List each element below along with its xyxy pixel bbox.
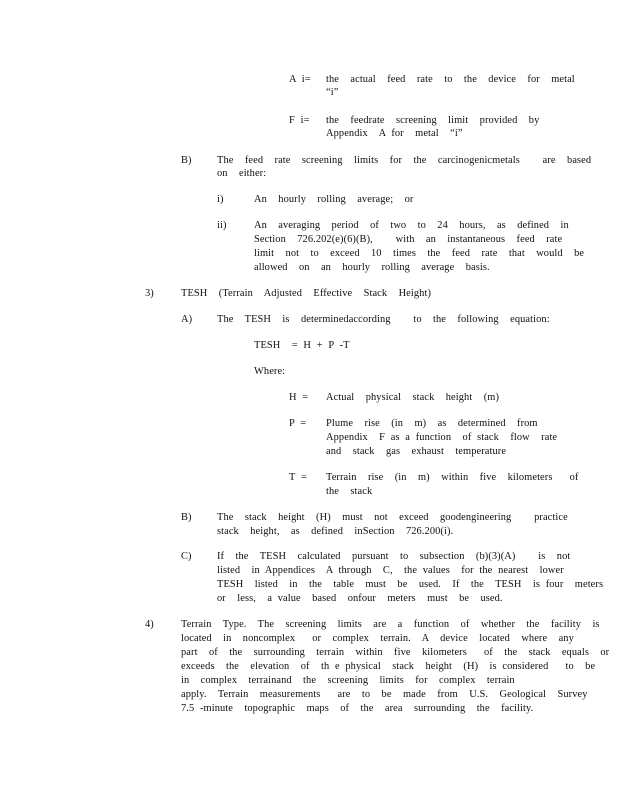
def-text-a-line1: the actual feed rate to the device for metal	[326, 74, 575, 85]
def-term-p: P =	[289, 418, 307, 429]
def-term-f: F i=	[289, 115, 310, 126]
sub-i-label: i)	[217, 194, 224, 205]
where-label: Where:	[254, 366, 286, 377]
sub-i-line1: An hourly rolling average; or	[254, 194, 414, 205]
def-term-t: T =	[289, 472, 307, 483]
def-text-f-line2: Appendix A for metal “i”	[326, 128, 463, 139]
def-text-h-line1: Actual physical stack height (m)	[326, 392, 500, 403]
item-4-line7: 7.5 -minute topographic maps of the area surrounding the facility.	[181, 703, 534, 714]
def-text-f-line1: the feedrate screening limit provided by	[326, 115, 540, 126]
item-3b-line1: The stack height (H) must not exceed goodengineering practice	[217, 512, 568, 523]
sub-ii-line4: allowed on an hourly rolling average basis.	[254, 262, 490, 273]
item-3c-line2: listed in Appendices A through C, the values for the nearest lower	[217, 565, 564, 576]
item-4-line4: exceeds the elevation of th e physical stack height (H) is considered to be	[181, 661, 596, 672]
def-term-a: A i=	[289, 74, 311, 85]
sub-ii-line3: limit not to exceed 10 times the feed rate that would be	[254, 248, 585, 259]
item-4-line2: located in noncomplex or complex terrain. A device located where any	[181, 633, 574, 644]
def-text-p-line1: Plume rise (in m) as determined from	[326, 418, 538, 429]
def-text-p-line2: Appendix F as a function of stack flow rate	[326, 432, 558, 443]
def-text-t-line1: Terrain rise (in m) within five kilometers of	[326, 472, 579, 483]
item-4-line5: in complex terrainand the screening limits for complex terrain	[181, 675, 515, 686]
item-3a-label: A)	[181, 314, 193, 325]
tesh-equation: TESH = H + P -T	[254, 340, 350, 351]
item-3-label: 3)	[145, 288, 154, 299]
item-3b-label: B)	[181, 512, 192, 523]
item-3a-line: The TESH is determinedaccording to the following equation:	[217, 314, 550, 325]
def-text-t-line2: the stack	[326, 486, 373, 497]
sub-ii-line2: Section 726.202(e)(6)(B), with an instantaneous feed rate	[254, 234, 563, 245]
def-text-a-line2: “i”	[326, 87, 339, 98]
item-4-line6: apply. Terrain measurements are to be made from U.S. Geological Survey	[181, 689, 588, 700]
item-b-line2: on either:	[217, 168, 267, 179]
item-3c-line1: If the TESH calculated pursuant to subsection (b)(3)(A) is not	[217, 551, 571, 562]
def-text-p-line3: and stack gas exhaust temperature	[326, 446, 507, 457]
item-3-heading: TESH (Terrain Adjusted Effective Stack Height)	[181, 288, 432, 299]
item-3c-line3: TESH listed in the table must be used. If the TESH is four meters	[217, 579, 604, 590]
item-3c-label: C)	[181, 551, 192, 562]
item-4-line3: part of the surrounding terrain within five kilometers of the stack equals or	[181, 647, 610, 658]
item-b-label: B)	[181, 155, 192, 166]
def-term-h: H =	[289, 392, 309, 403]
item-3c-line4: or less, a value based onfour meters must be used.	[217, 593, 503, 604]
item-b-line1: The feed rate screening limits for the carcinogenicmetals are based	[217, 155, 592, 166]
item-3b-line2: stack height, as defined inSection 726.200(i).	[217, 526, 454, 537]
item-4-label: 4)	[145, 619, 154, 630]
sub-ii-label: ii)	[217, 220, 227, 231]
item-4-line1: Terrain Type. The screening limits are a function of whether the facility is	[181, 619, 600, 630]
sub-ii-line1: An averaging period of two to 24 hours, as defined in	[254, 220, 569, 231]
